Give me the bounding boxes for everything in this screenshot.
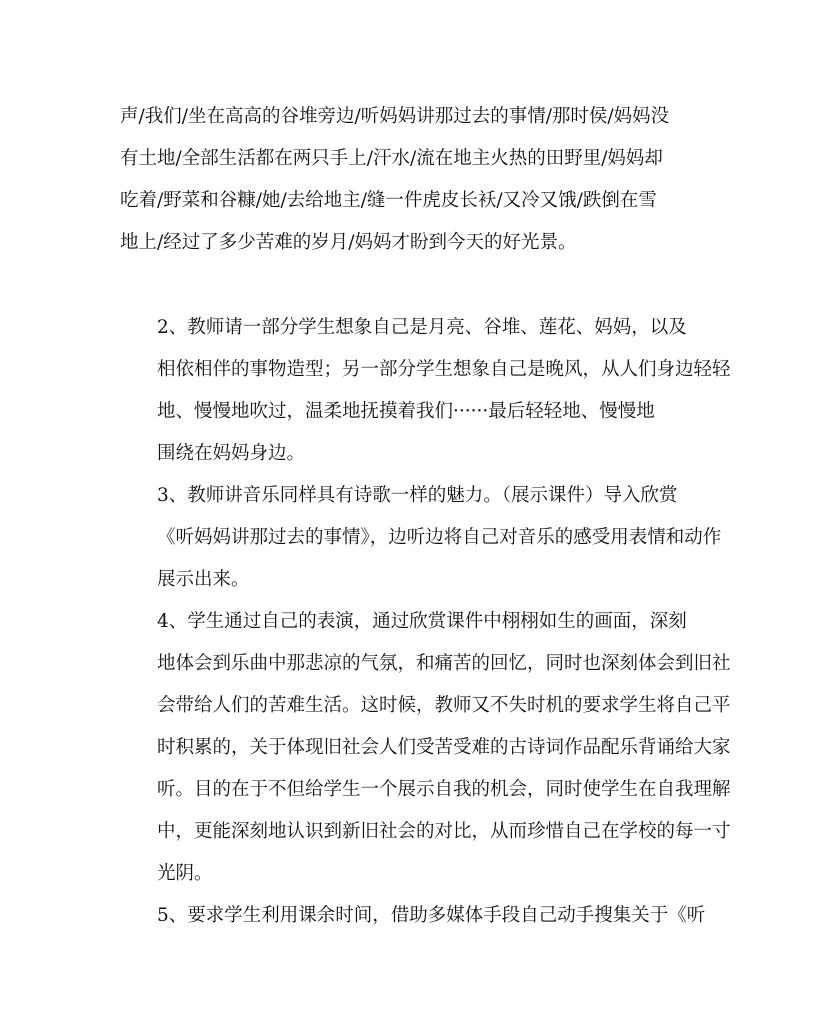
text-line: 围绕在妈妈身边。 bbox=[157, 443, 306, 464]
text-line: 4、学生通过自己的表演，通过欣赏课件中栩栩如生的画面，深刻 bbox=[157, 611, 687, 632]
text-line: 时积累的，关于体现旧社会人们受苦受难的古诗词作品配乐背诵给大家 bbox=[157, 737, 731, 758]
text-line: 听。目的在于不但给学生一个展示自我的机会，同时使学生在自我理解 bbox=[157, 779, 731, 800]
text-line: 吃着/野菜和谷糠/她/去给地主/缝一件虎皮长袄/又冷又饿/跌倒在雪 bbox=[120, 190, 657, 211]
step-5-paragraph bbox=[120, 895, 706, 937]
text-line: 声/我们/坐在高高的谷堆旁边/听妈妈讲那过去的事情/那时侯/妈妈没 bbox=[120, 106, 670, 127]
step-4-paragraph bbox=[120, 601, 731, 895]
text-line: 会带给人们的苦难生活。这时候，教师又不失时机的要求学生将自己平 bbox=[157, 695, 731, 716]
text-line: 2、教师请一部分学生想象自己是月亮、谷堆、莲花、妈妈，以及 bbox=[157, 317, 687, 338]
step-2-paragraph bbox=[120, 307, 731, 475]
text-line: 展示出来。 bbox=[157, 569, 250, 590]
text-line: 中，更能深刻地认识到新旧社会的对比，从而珍惜自己在学校的每一寸 bbox=[157, 821, 731, 842]
text-line: 5、要求学生利用课余时间，借助多媒体手段自己动手搜集关于《听 bbox=[157, 905, 706, 926]
step-3-paragraph bbox=[120, 475, 722, 601]
text-line: 有土地/全部生活都在两只手上/汗水/流在地主火热的田野里/妈妈却 bbox=[120, 148, 663, 169]
text-line: 《听妈妈讲那过去的事情》，边听边将自己对音乐的感受用表情和动作 bbox=[157, 527, 722, 548]
text-line: 相依相伴的事物造型；另一部分学生想象自己是晚风，从人们身边轻轻 bbox=[157, 359, 731, 380]
text-line: 地、慢慢地吹过，温柔地抚摸着我们······最后轻轻地、慢慢地 bbox=[157, 401, 655, 422]
document-body bbox=[120, 96, 731, 937]
text-line: 3、教师讲音乐同样具有诗歌一样的魅力。（展示课件）导入欣赏 bbox=[157, 485, 678, 506]
text-line: 地体会到乐曲中那悲凉的气氛，和痛苦的回忆，同时也深刻体会到旧社 bbox=[157, 653, 731, 674]
poem-lyrics-paragraph bbox=[120, 96, 698, 264]
text-line: 地上/经过了多少苦难的岁月/妈妈才盼到今天的好光景。 bbox=[120, 232, 577, 253]
text-line: 光阴。 bbox=[157, 863, 213, 884]
